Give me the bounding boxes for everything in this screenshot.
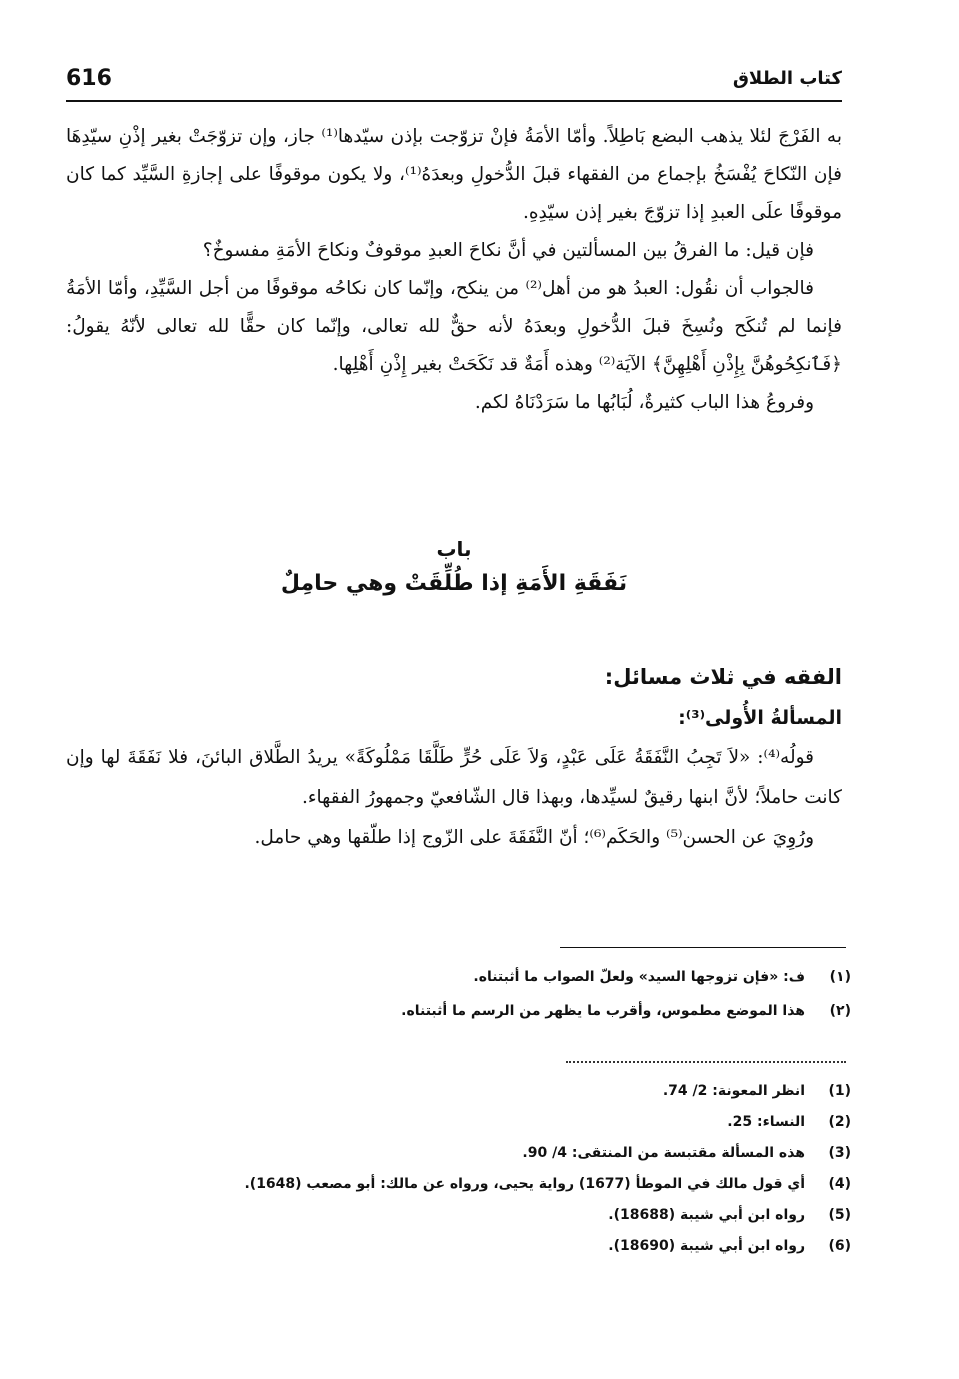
fiqh-heading: الفقه في ثلاث مسائل: [604, 665, 842, 689]
footnote-separator [560, 947, 846, 948]
footnote-text: رواه ابن أبي شيبة (18688). [608, 1207, 805, 1223]
fiqh-section [66, 656, 842, 858]
footnote-number: (٢) [829, 1003, 851, 1019]
footnote [66, 1076, 851, 1107]
footnote-number: (1) [828, 1083, 851, 1099]
running-title: كتاب الطلاق [732, 68, 842, 89]
footnote-number: (3) [828, 1145, 851, 1161]
footnote-dotted-separator [566, 1061, 846, 1063]
footnote-number: (5) [828, 1207, 851, 1223]
editor-footnotes [66, 960, 851, 1028]
footnote [66, 1138, 851, 1169]
footnote [66, 1169, 851, 1200]
main-text-block [66, 118, 842, 422]
paragraph: فإن قيل: ما الفرقُ بين المسألتين في أنَّ نكاحَ العبدِ موقوفٌ ونكاحَ الأمَةِ مفسوخٌ؟ [202, 240, 814, 261]
footnote-number: (2) [828, 1114, 851, 1130]
footnote [66, 1200, 851, 1231]
paragraph: ورُوِيَ عن الحسن⁽⁵⁾ والحَكَم⁽⁶⁾؛ أنّ النَّفَقَةَ على الزّوج إذا طلّقها وهي حامل. [254, 827, 814, 848]
paragraph: فالجواب أن نقُول: العبدُ هو من أهل⁽²⁾ من ينكح، وإنّما كان نكاحُه موقوفًا من أجل السَّيِّدِ، وأمّا الأمَةُ فإنما لم تُنكَح ونُسِخَ قبلَ الدُّخولِ وبعدَهُ لأنه حقٌّ لله تعالى، وإنّما كان حقًّا لله تعالى لأنّهُ يقولُ: ﴿فَٱنكِحُوهُنَّ بِإِذْنِ أَهْلِهِنَّ﴾ الآيَة⁽²⁾ وهذه أَمَةٌ قد نَكَحَتْ بغير إِذْنِ أَهْلِها. [66, 278, 842, 375]
footnote [66, 1231, 851, 1262]
page-number: 616 [66, 66, 112, 91]
footnote-text: هذه المسألة مقتبسة من المنتقى: 4/ 90. [522, 1145, 805, 1161]
paragraph: وفروعُ هذا الباب كثيرةٌ، لُبَابُها ما سَرَدْنَاهُ لكم. [474, 392, 814, 413]
footnote-number: (١) [829, 969, 851, 985]
footnote-text: هذا الموضع مطموس، وأقرب ما يظهر من الرسم ما أثبتناه. [401, 1003, 805, 1019]
footnote-text: رواه ابن أبي شيبة (18690). [608, 1238, 805, 1254]
chapter-heading [66, 532, 842, 602]
footnote [66, 994, 851, 1028]
chapter-title: نَفَقَةِ الأَمَةِ إذا طُلِّقَتْ وهي حامِلٌ [280, 571, 628, 596]
footnote-number: (6) [828, 1238, 851, 1254]
footnote-text: ف: «فإن تزوجها السيد» ولعلّ الصواب ما أثبتناه. [473, 969, 805, 985]
footnote-text: النساء: 25. [727, 1114, 805, 1130]
issue-heading: المسألةُ الأُولى⁽³⁾: [678, 707, 842, 729]
source-footnotes [66, 1076, 851, 1262]
footnote-number: (4) [828, 1176, 851, 1192]
paragraph: به الفَرْجَ لئلا يذهب البضع بَاطِلاً. وأمّا الأمَةُ فإنْ تزوّجت بإذن سيّدها⁽¹⁾ جاز، وإن تزوّجَتْ بغير إذْنِ سيّدِهَا فإن النّكاحَ يُفْسَخُ بإجماع من الفقهاء قبلَ الدُّخولِ وبعدَهُ⁽¹⁾، ولا يكون موقوفًا على إجازةِ السَّيِّد كما كان موقوفًا علَى العبدِ إذا تزوّجَ بغير إذن سيّدِهِ. [66, 126, 842, 223]
footnote-text: أي قول مالك في الموطأ (1677) رواية يحيى، ورواه عن مالك: أبو مصعب (1648). [244, 1176, 805, 1192]
page-header [66, 66, 842, 102]
footnote [66, 1107, 851, 1138]
footnote-text: انظر المعونة: 2/ 74. [662, 1083, 805, 1099]
chapter-label: باب [436, 537, 472, 561]
footnote [66, 960, 851, 994]
paragraph: قولُه⁽⁴⁾: «لاَ تَجِبُ النَّفَقَةُ عَلَى عَبْدٍ، وَلاَ عَلَى حُرٍّ طَلَّقَا مَمْلُوكَةً» يريدُ الطَّلاق البائنَ، فلا نَفَقَةَ لها وإن كانت حاملاً؛ لأنَّ ابنها رقيقٌ لسيِّدها، وبهذا قال الشّافعيّ وجمهورُ الفقهاء. [66, 747, 842, 808]
